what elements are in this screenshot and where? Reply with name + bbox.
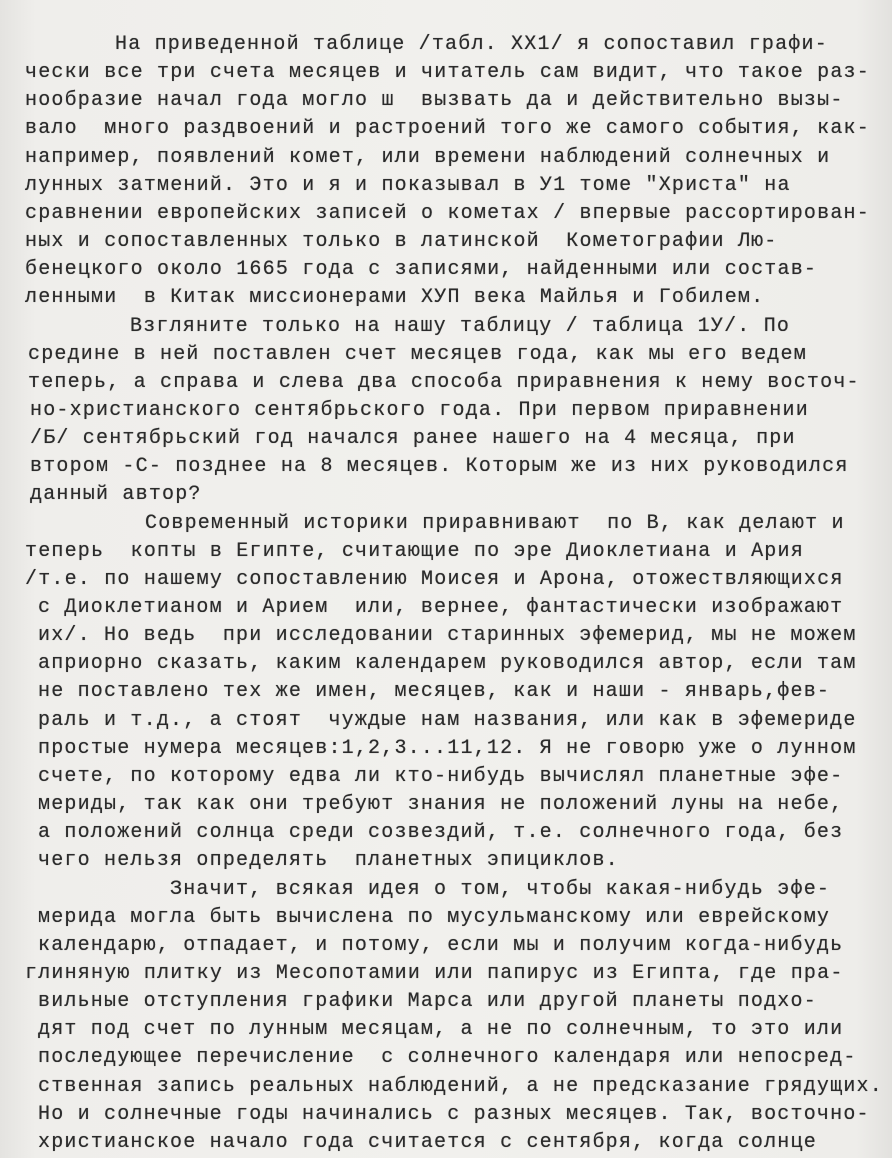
- text-line: Взгляните только на нашу таблицу / таблица 1У/. По: [130, 314, 791, 338]
- text-line: ственная запись реальных наблюдений, а не предсказание грядущих.: [38, 1074, 883, 1098]
- text-line: не поставлено тех же имен, месяцев, как и наши - январь,фев-: [38, 680, 831, 704]
- text-line: Но и солнечные годы начинались с разных месяцев. Так, восточно-: [38, 1102, 870, 1126]
- text-line: мериды, так как они требуют знания не положений луны на небе,: [38, 793, 844, 817]
- text-line: средине в ней поставлен счет месяцев года, как мы его ведем: [28, 342, 807, 366]
- text-line: нообразие начал года могло ш вызвать да и действительно вызы-: [25, 89, 844, 113]
- text-line: ленными в Китак миссионерами ХУП века Майлья и Гобилем.: [25, 286, 765, 310]
- text-line: дят под счет по лунным месяцам, а не по солнечным, то это или: [38, 1018, 844, 1042]
- text-line: их/. Но ведь при исследовании старинных эфемерид, мы не можем: [38, 624, 857, 648]
- text-line: ных и сопоставленных только в латинской Кометографии Лю-: [25, 230, 778, 254]
- text-line: но-христианского сентябрьского года. При первом приравнении: [30, 398, 809, 422]
- text-line: бенецкого около 1665 года с записями, найденными или состав-: [25, 258, 818, 282]
- text-line: данный автор?: [30, 483, 202, 507]
- text-line: календарю, отпадает, и потому, если мы и получим когда-нибудь: [38, 933, 844, 957]
- text-line: априорно сказать, каким календарем руководился автор, если там: [38, 652, 857, 676]
- text-line: сравнении европейских записей о кометах / впервые рассортирован-: [25, 201, 870, 225]
- text-line: вало много раздвоений и растроений того же самого события, как-: [25, 117, 870, 141]
- text-line: чего нельзя определять планетных эпициклов.: [38, 849, 619, 873]
- text-line: Значит, всякая идея о том, чтобы какая-нибудь эфе-: [170, 877, 831, 901]
- text-line: мерида могла быть вычислена по мусульманскому или еврейскому: [38, 905, 831, 929]
- text-line: /Б/ сентябрьский год начался ранее нашего на 4 месяца, при: [30, 427, 796, 451]
- text-line: глиняную плитку из Месопотамии или папирус из Египта, где пра-: [25, 961, 844, 985]
- text-line: христианское начало года считается с сентября, когда солнце: [38, 1130, 817, 1154]
- text-line: счете, по которому едва ли кто-нибудь вычислял планетные эфе-: [38, 764, 844, 788]
- text-line: теперь, а справа и слева два способа приравнения к нему восточ-: [28, 370, 860, 394]
- text-line: последующее перечисление с солнечного календаря или непосред-: [38, 1046, 857, 1070]
- text-line: /т.е. по нашему сопоставлению Моисея и Арона, отожествляющихся: [25, 567, 844, 591]
- text-line: чески все три счета месяцев и читатель сам видит, что такое раз-: [25, 61, 870, 85]
- text-line: лунных затмений. Это и я и показывал в У1 томе "Христа" на: [25, 173, 791, 197]
- text-line: На приведенной таблице /табл. XX1/ я сопоставил графи-: [115, 33, 828, 56]
- text-line: теперь копты в Египте, считающие по эре Диоклетиана и Ария: [25, 539, 804, 563]
- text-line: Современный историки приравнивают по В, как делают и: [145, 511, 845, 535]
- text-line: раль и т.д., а стоят чуждые нам названия, или как в эфемериде: [38, 708, 857, 732]
- text-line: простые нумера месяцев:1,2,3...11,12. Я не говорю уже о лунном: [38, 736, 857, 760]
- text-line: с Диоклетианом и Арием или, вернее, фантастически изображают: [38, 596, 844, 619]
- text-line: например, появлений комет, или времени наблюдений солнечных и: [25, 145, 831, 169]
- text-line: а положений солнца среди созвездий, т.е. солнечного года, без: [38, 821, 844, 845]
- text-line: втором -С- позднее на 8 месяцев. Которым же из них руководился: [30, 455, 849, 479]
- text-line: вильные отступления графики Марса или другой планеты подхо-: [38, 990, 817, 1014]
